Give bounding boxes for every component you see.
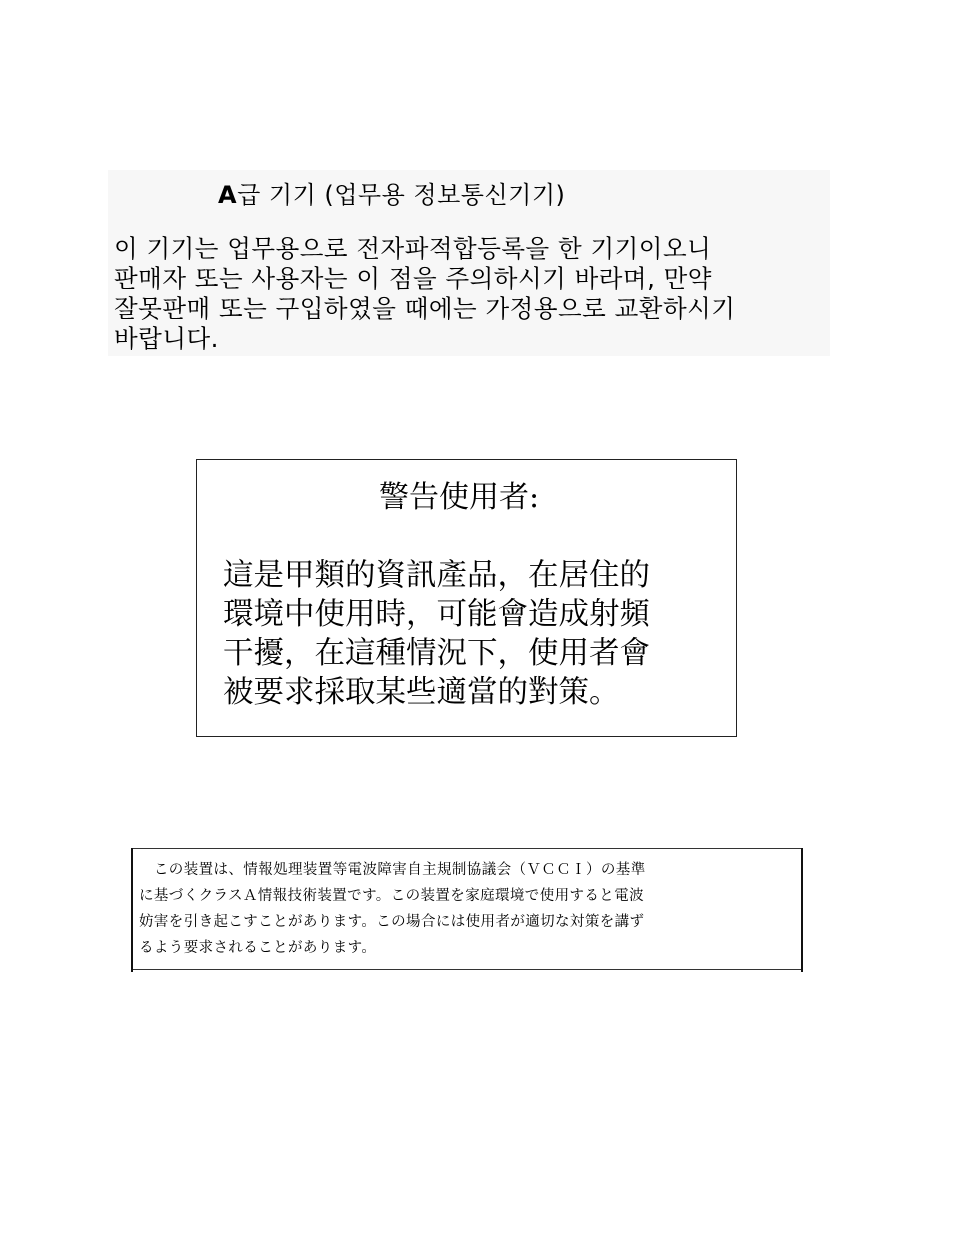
- chinese-warning-body: [223, 556, 650, 712]
- chinese-warning-heading: 警告使用者:: [379, 480, 540, 515]
- chinese-warning-line: 干擾，在這種情況下，使用者會: [223, 636, 650, 671]
- vcci-top-rule: [133, 848, 801, 849]
- korean-notice-title-class: A: [218, 181, 238, 209]
- chinese-warning-line: 這是甲類的資訊產品，在居住的: [223, 558, 650, 593]
- chinese-warning-line: 環境中使用時，可能會造成射頻: [223, 597, 650, 632]
- korean-class-a-notice: [108, 170, 830, 356]
- japanese-vcci-line: に基づくクラスＡ情報技術装置です。この装置を家庭環境で使用すると電波: [139, 888, 645, 904]
- korean-notice-line: 판매자 또는 사용자는 이 점을 주의하시기 바라며, 만약: [114, 264, 712, 293]
- japanese-vcci-notice: [131, 848, 803, 972]
- korean-notice-title-text: 급 기기 (업무용 정보통신기기): [237, 181, 566, 209]
- chinese-warning-box: [196, 459, 737, 737]
- japanese-vcci-line: るよう要求されることがあります。: [139, 940, 377, 956]
- chinese-warning-line: 被要求採取某些適當的對策。: [223, 675, 620, 710]
- japanese-vcci-line: 妨害を引き起こすことがあります。この場合には使用者が適切な対策を講ず: [139, 914, 645, 930]
- korean-notice-title: [218, 180, 565, 210]
- korean-notice-line: 잘못판매 또는 구입하였을 때에는 가정용으로 교환하시기: [114, 294, 736, 323]
- korean-notice-body: [114, 234, 834, 354]
- korean-notice-line: 이 기기는 업무용으로 전자파적합등록을 한 기기이오니: [114, 234, 712, 263]
- japanese-vcci-line: この装置は、情報処理装置等電波障害自主規制協議会（ＶＣＣＩ）の基準: [139, 862, 646, 878]
- vcci-bottom-rule: [133, 969, 801, 970]
- korean-notice-line: 바랍니다.: [114, 324, 219, 353]
- japanese-vcci-body: [139, 857, 646, 961]
